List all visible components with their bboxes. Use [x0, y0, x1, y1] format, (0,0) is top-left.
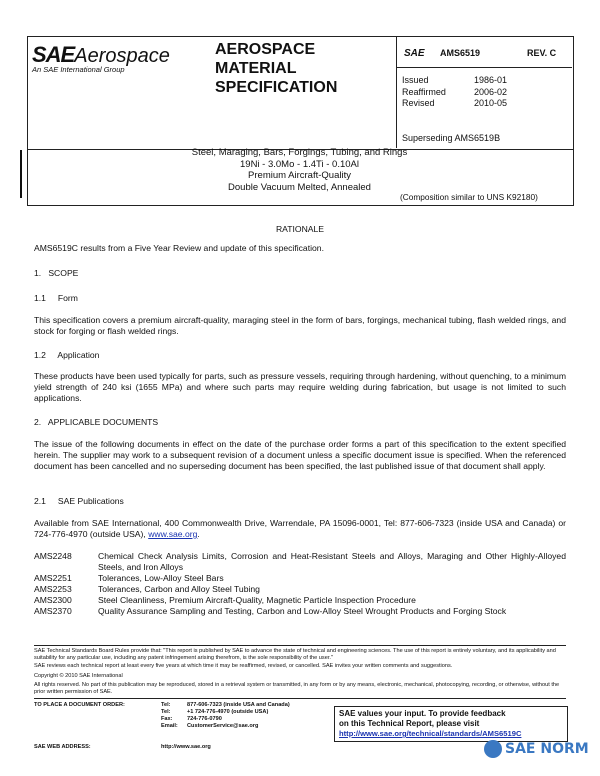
sae-norm-logo-icon: [484, 740, 502, 758]
product-title-line-3: Premium Aircraft-Quality: [248, 170, 351, 181]
reference-row: [34, 584, 566, 595]
contact-label: Tel:: [161, 702, 171, 708]
sae-publications-address: Available from SAE International, 400 Commonwealth Drive, Warrendale, PA 15096-0001, Tel: 877-606-7323 (inside USA and Canada) or 724-776-4970 (outside USA),: [34, 518, 566, 539]
reference-code: AMS2251: [34, 573, 72, 583]
rights-notice: All rights reserved. No part of this publication may be reproduced, stored in a retrieval system or transmitted, in any form or by any means, electronic, mechanical, photocopying, recording, or otherwise, without the prior written permission of SAE.: [34, 682, 560, 695]
rationale-heading: RATIONALE: [275, 224, 325, 234]
composition-note: (Composition similar to UNS K92180): [400, 192, 538, 202]
revision-change-bar: [20, 150, 22, 198]
contact-value: 724-776-0790: [187, 716, 222, 722]
reference-desc: Quality Assurance Sampling and Testing, Carbon and Low-Alloy Steel Wrought Products and Forging Stock: [98, 606, 507, 616]
reference-row: [34, 573, 566, 584]
sae-norm-watermark: [484, 740, 589, 758]
web-address[interactable]: http://www.sae.org: [161, 744, 211, 750]
reference-desc: Tolerances, Low-Alloy Steel Bars: [98, 573, 224, 583]
applicable-documents-text: The issue of the following documents in effect on the date of the purchase order forms a part of this specification to the extent specified herein. The supplier may work to a subsequent revision of a document unless a specific document issue is specified. When the referenced document has been cancelled and no superseding document has been specified, the last published issue of that document shall apply.: [34, 439, 566, 471]
contact-label: Email:: [161, 723, 178, 729]
date-label: Reaffirmed: [402, 86, 446, 97]
feedback-line-1: SAE values your input. To provide feedback: [339, 709, 506, 718]
logo-aerospace-text: Aerospace: [74, 45, 170, 67]
date-value: 2010-05: [474, 98, 508, 108]
sae-publications-heading: 2.1 SAE Publications: [34, 496, 124, 506]
date-label: Issued: [402, 75, 429, 85]
contact-label: Fax:: [161, 716, 173, 722]
date-value: 1986-01: [474, 75, 508, 85]
web-label: SAE WEB ADDRESS:: [34, 744, 91, 750]
date-row-revised: [402, 98, 522, 110]
contact-value: 877-606-7323 (inside USA and Canada): [187, 702, 290, 708]
sae-website-link[interactable]: www.sae.org: [148, 529, 198, 539]
reference-list: [34, 551, 566, 617]
applicable-documents-heading: 2. APPLICABLE DOCUMENTS: [34, 417, 159, 427]
product-title-line-4: Double Vacuum Melted, Annealed: [228, 181, 371, 193]
product-title: [27, 147, 572, 193]
reference-code: AMS2253: [34, 584, 72, 594]
reference-row: [34, 606, 566, 617]
form-heading: 1.1 Form: [34, 293, 78, 303]
reference-desc: Tolerances, Carbon and Alloy Steel Tubing: [98, 584, 260, 594]
application-heading: 1.2 Application: [34, 350, 100, 360]
revision-label: REV. C: [527, 48, 557, 58]
spec-title: [215, 40, 337, 97]
date-row-reaffirmed: [402, 87, 522, 99]
order-label: TO PLACE A DOCUMENT ORDER:: [34, 702, 125, 708]
scope-heading: 1. SCOPE: [34, 268, 79, 278]
contact-value: +1 724-776-4970 (outside USA): [187, 709, 269, 715]
issue-dates: [402, 75, 522, 110]
order-contacts: [161, 702, 331, 730]
footer-rule: [34, 645, 566, 646]
reference-desc: Chemical Check Analysis Limits, Corrosion and Heat-Resistant Steels and Alloys, Maraging and Other Highly-Alloyed Steels, and Iron Alloys: [98, 551, 566, 572]
contact-row: [161, 702, 331, 709]
header-divider-vertical: [396, 36, 397, 148]
form-text: This specification covers a premium aircraft-quality, maraging steel in the form of bars, forgings, mechanical tubing, flash welded rings, and stock for forging or flash welded rings.: [34, 315, 566, 336]
contact-row: [161, 716, 331, 723]
product-title-line-1: Steel, Maraging, Bars, Forgings, Tubing, and Rings: [191, 147, 408, 158]
reference-desc: Steel Cleanliness, Premium Aircraft-Quality, Magnetic Particle Inspection Procedure: [98, 595, 416, 605]
superseding-note: Superseding AMS6519B: [402, 133, 501, 143]
feedback-line-2: on this Technical Report, please visit: [339, 719, 480, 728]
spec-title-line-2: MATERIAL: [215, 60, 297, 77]
rationale-text: AMS6519C results from a Five Year Review and update of this specification.: [34, 243, 324, 253]
reference-row: [34, 551, 566, 573]
logo-subtitle: An SAE International Group: [32, 65, 125, 74]
contact-row: [161, 723, 331, 730]
contact-row: [161, 709, 331, 716]
watermark-text: SAE NORM: [505, 741, 589, 757]
small-sae-logo: SAE: [404, 48, 425, 59]
copyright: Copyright © 2010 SAE International: [34, 673, 123, 679]
contact-label: Tel:: [161, 709, 171, 715]
product-title-line-2: 19Ni - 3.0Mo - 1.4Ti - 0.10Al: [240, 158, 359, 170]
doc-number: AMS6519: [440, 48, 481, 58]
reference-code: AMS2248: [34, 551, 72, 561]
spec-title-line-1: AEROSPACE: [215, 41, 316, 58]
period: .: [197, 529, 200, 539]
footer-note-2: SAE reviews each technical report at least every five years at which time it may be reaffirmed, revised, or cancelled. SAE invites your written comments and suggestions.: [34, 663, 453, 669]
feedback-box: [334, 706, 568, 742]
footer-note-1: SAE Technical Standards Board Rules provide that: "This report is published by SAE to advance the state of technical and engineering sciences. The use of this report is entirely voluntary, and its applicability and suitability for any particular use, including any patent infringement arising therefrom, is the sole responsibility of the user.": [34, 648, 556, 661]
contact-value[interactable]: CustomerService@sae.org: [187, 723, 259, 729]
reference-code: AMS2370: [34, 606, 72, 616]
logo-sae-text: SAE: [32, 42, 75, 67]
date-value: 2006-02: [474, 86, 508, 97]
application-text: These products have been used typically for parts, such as pressure vessels, requiring through hardening, without quenching, to a minimum yield strength of 240 ksi (1655 MPa) and where such parts may require welding during fabrication, but usage is not limited to such applications.: [34, 371, 566, 403]
footer-rule-2: [34, 698, 566, 699]
date-row-issued: [402, 75, 522, 87]
sae-publications-text: [34, 518, 566, 540]
spec-title-line-3: SPECIFICATION: [215, 79, 338, 96]
date-label: Revised: [402, 98, 435, 108]
reference-row: [34, 595, 566, 606]
reference-code: AMS2300: [34, 595, 72, 605]
feedback-link[interactable]: http://www.sae.org/technical/standards/AMS6519C: [339, 729, 522, 738]
header-divider-horizontal: [396, 67, 572, 68]
